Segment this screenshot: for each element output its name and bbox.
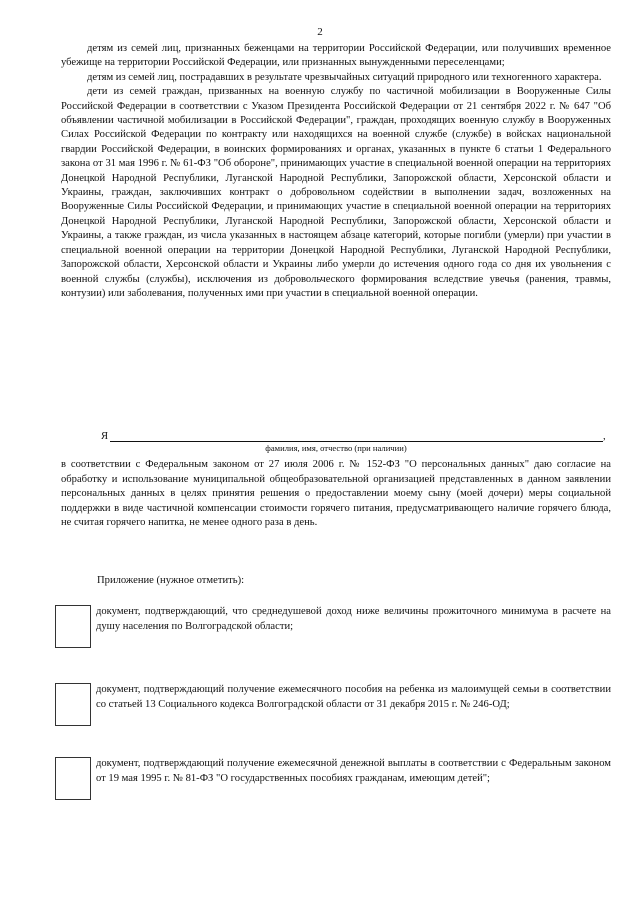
paragraph-emergencies: детям из семей лиц, пострадавших в результате чрезвычайных ситуаций природного или техногенного характера. [87,71,602,83]
page-number: 2 [317,26,323,38]
eligibility-list [61,42,611,301]
paragraph-refugees: детям из семей лиц, признанных беженцами на территории Российской Федерации, или получивших временное убежище на территории Российской Федерации, или признанных вынужденными переселенцами; [61,43,611,69]
appendix-item-label: документ, подтверждающий получение ежемесячной денежной выплаты в соответствии с Федеральным законом от 19 мая 1995 г. № 81-ФЗ "О государственных пособиях гражданам, имеющим детей"; [96,758,611,784]
consent-paragraph: в соответствии с Федеральным законом от 27 июля 2006 г. № 152-ФЗ "О персональных данных" даю согласие на обработку и использование муниципальной общеобразовательной организацией представленных в данном заявлении персональных данных в целях принятия решения о предоставлении моему сыну (моей дочери) меры социальной поддержки в виде частичной компенсации стоимости горячего питания, предусматривающего наличие горячего блюда, не считая горячего напитка, не менее одного раза в день. [61,459,611,529]
appendix-item-monthly-payment [55,757,611,786]
appendix-item-label: документ, подтверждающий получение ежемесячного пособия на ребенка из малоимущей семьи в соответствии со статьей 13 Социального кодекса Волгоградской области от 31 декабря 2015 г. № 246-ОД; [96,684,611,710]
appendix-checkbox-allowance[interactable] [55,683,91,726]
appendix-item-label: документ, подтверждающий, что среднедушевой доход ниже величины прожиточного минимума в расчете на душу населения по Волгоградской области; [96,606,611,632]
appendix-checkbox-income[interactable] [55,605,91,648]
applicant-suffix: , [603,431,606,442]
appendix-item-allowance [55,683,611,712]
appendix-item-income [55,605,611,634]
applicant-name-field[interactable] [110,430,603,442]
appendix-checkbox-monthly-payment[interactable] [55,757,91,800]
applicant-name-caption: фамилия, имя, отчество (при наличии) [265,443,407,453]
appendix-heading: Приложение (нужное отметить): [97,575,245,586]
applicant-name-block [61,430,611,453]
applicant-prefix: Я [101,431,109,442]
paragraph-mobilized: дети из семей граждан, призванных на военную службу по частичной мобилизации в Вооруженные Силы Российской Федерации в соответствии с Указом Президента Российской Федерации от 21 сентября 2022 г. № 647 "Об объявлении частичной мобилизации в Российской Федерации", граждан, проходящих военную службу в Вооруженных Силах Российской Федерации по контракту или находящихся на военной службе (службе) в войсках национальной гвардии Российской Федерации, в воинских формированиях и органах, указанных в пункте 6 статьи 1 Федерального закона от 31 мая 1996 г. № 61-ФЗ "Об обороне", принимающих участие в специальной военной операции на территориях Донецкой Народной Республики, Луганской Народной Республики, Запорожской области, Херсонской области и Украины, граждан, заключивших контракт о добровольном содействии в выполнении задач, возложенных на Вооруженные Силы Российской Федерации, и принимающих участие в специальной военной операции на территориях Донецкой Народной Республики, Луганской Народной Республики, Запорожской области, Херсонской области и Украины, а также граждан, из числа указанных в настоящем абзаце категорий, которые погибли (умерли) при участии в специальной военной операции на территории Донецкой Народной Республики, Луганской Народной Республики, Запорожской области, Херсонской области и Украины либо умерли до истечения одного года со дня их увольнения с военной службы (службы), исключения из добровольческого формирования вследствие увечья (ранения, травмы, контузии) или заболевания, полученных ими при участии в специальной военной операции. [61,86,611,299]
